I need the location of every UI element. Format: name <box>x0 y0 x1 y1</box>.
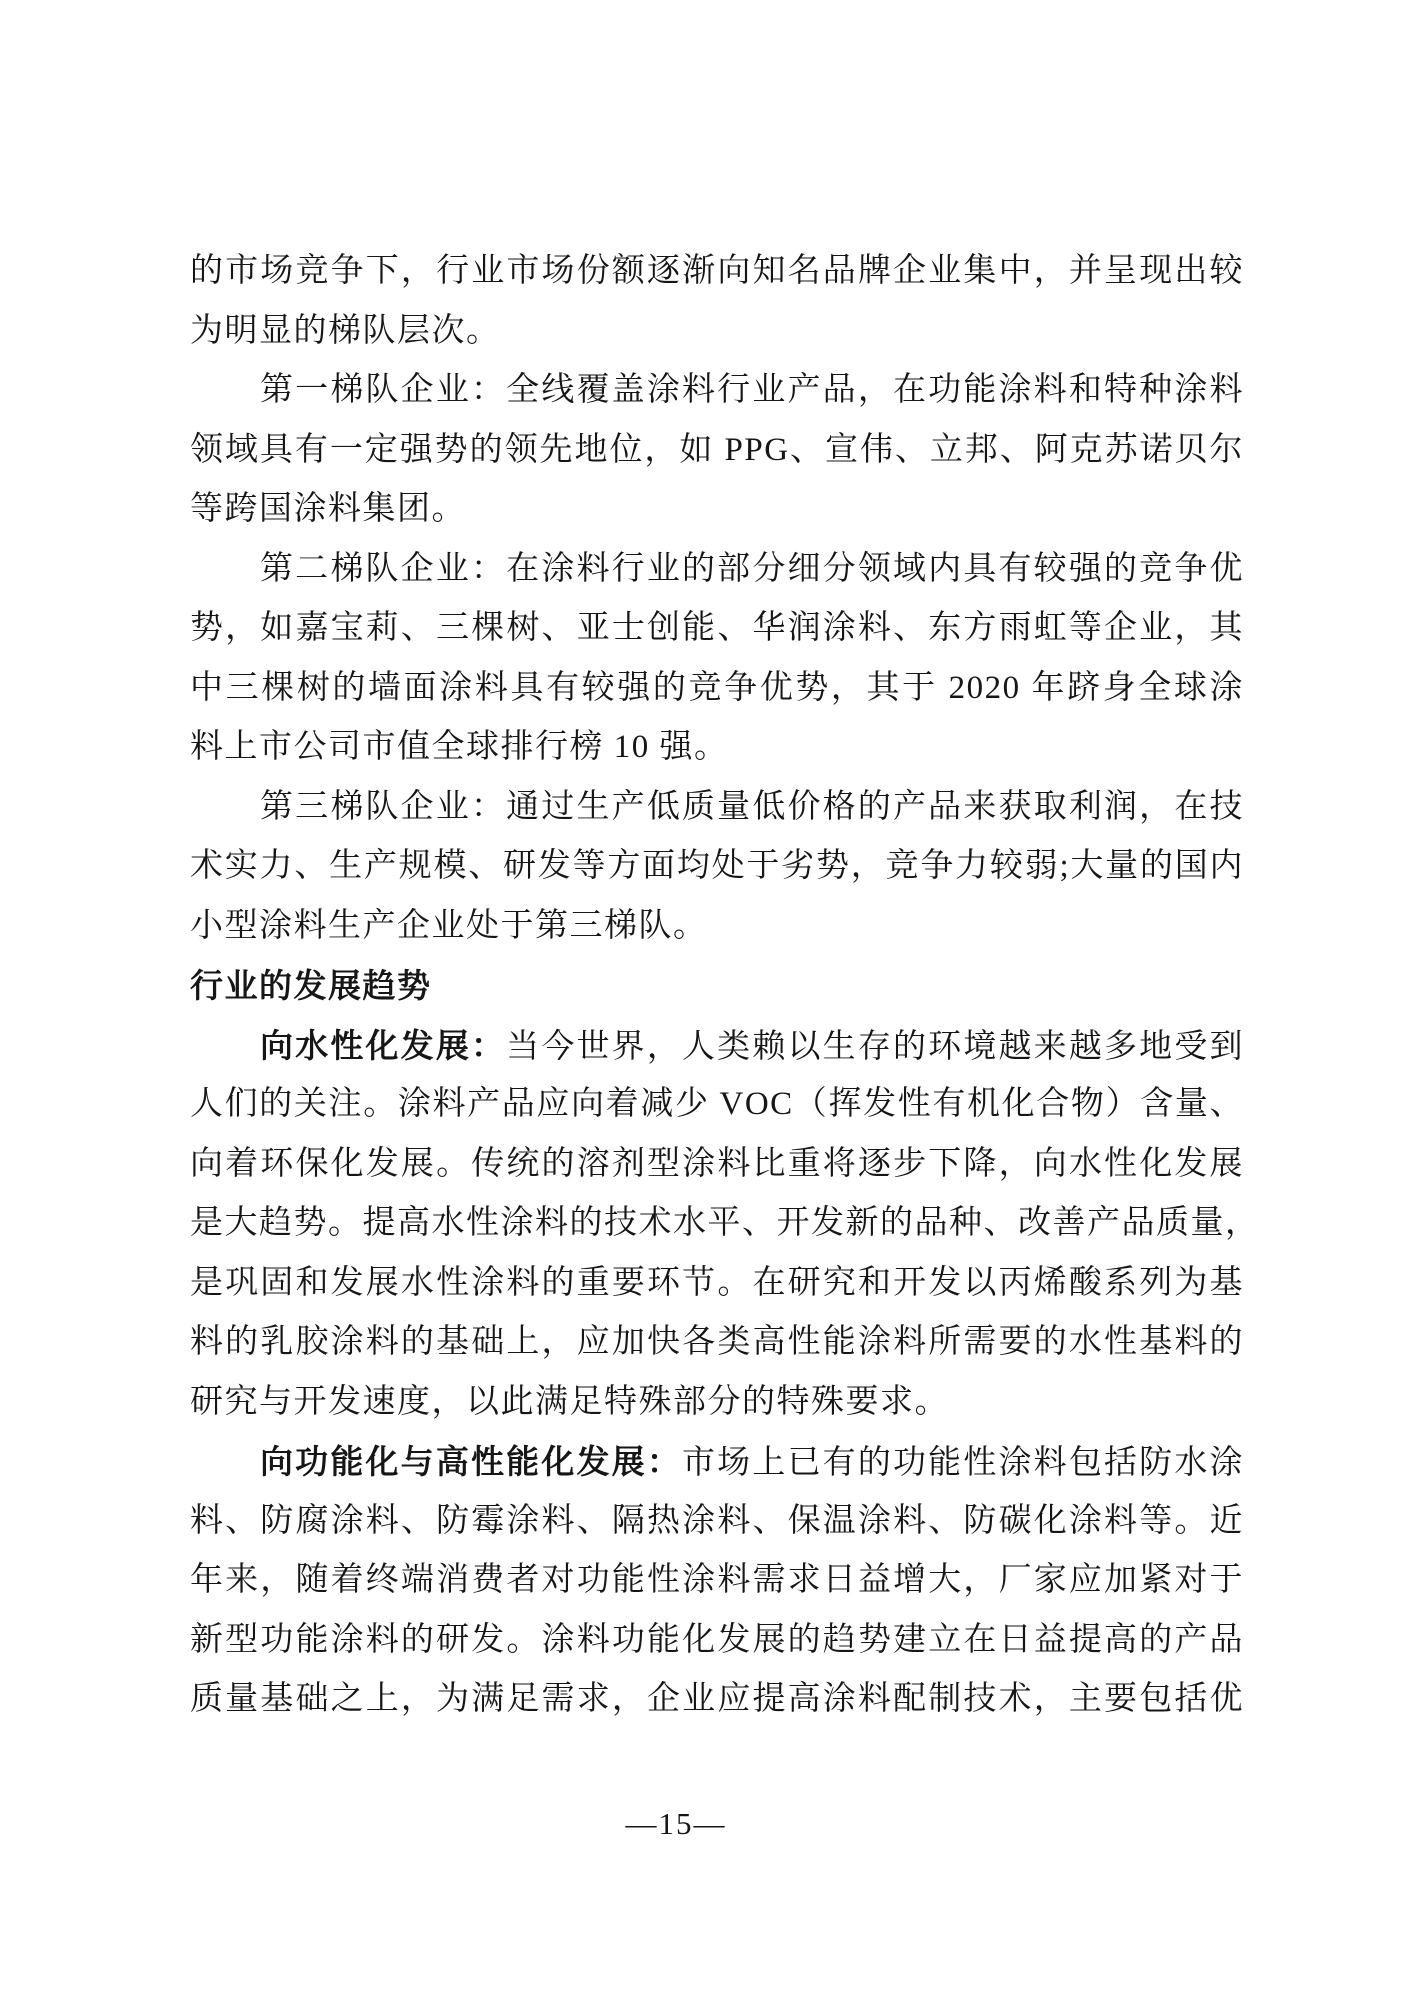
text-segment: 为明显的梯队层次。 <box>190 312 501 349</box>
text-line <box>190 897 1244 957</box>
text-segment: 势，如嘉宝莉、三棵树、亚士创能、华润涂料、东方雨虹等企业，其 <box>190 610 1244 646</box>
text-line <box>190 599 1244 659</box>
text-line <box>190 659 1244 719</box>
text-block <box>190 242 1260 1730</box>
text-segment: 等跨国涂料集团。 <box>190 491 466 527</box>
text-segment: 年来，随着终端消费者对功能性涂料需求日益增大，厂家应加紧对于 <box>190 1562 1244 1598</box>
text-line <box>190 1373 1244 1433</box>
text-line <box>190 1313 1244 1373</box>
text-line <box>190 1551 1244 1611</box>
text-segment: 人们的关注。涂料产品应向着减少 VOC（挥发性有机化合物）含量、 <box>190 1086 1244 1122</box>
text-line <box>190 242 1244 302</box>
text-segment: 质量基础之上，为满足需求，企业应提高涂料配制技术，主要包括优 <box>190 1681 1244 1717</box>
text-line <box>190 1075 1244 1135</box>
text-segment: 向着环保化发展。传统的溶剂型涂料比重将逐步下降，向水性化发展 <box>190 1145 1244 1182</box>
page-number: —15— <box>625 1806 727 1841</box>
bold-text-segment: 行业的发展趋势 <box>190 967 432 1004</box>
text-segment: 的市场竞争下，行业市场份额逐渐向知名品牌企业集中，并呈现出较 <box>190 253 1244 289</box>
text-line <box>190 778 1244 838</box>
text-line <box>190 302 1244 362</box>
text-segment: 是大趋势。提高水性涂料的技术水平、开发新的品种、改善产品质量， <box>190 1205 1260 1241</box>
text-segment: 是巩固和发展水性涂料的重要环节。在研究和开发以丙烯酸系列为基 <box>190 1264 1244 1301</box>
text-line <box>190 540 1244 600</box>
text-segment: 第三梯队企业：通过生产低质量低价格的产品来获取利润，在技 <box>260 788 1244 825</box>
text-line <box>190 1016 1244 1076</box>
text-line <box>190 361 1244 421</box>
text-segment: 当今世界，人类赖以生存的环境越来越多地受到 <box>506 1028 1245 1065</box>
text-segment: 第二梯队企业：在涂料行业的部分细分领域内具有较强的竞争优 <box>260 550 1244 587</box>
text-line <box>190 1611 1244 1671</box>
text-segment: 新型功能涂料的研发。涂料功能化发展的趋势建立在日益提高的产品 <box>190 1621 1244 1658</box>
text-line <box>190 1670 1244 1730</box>
text-segment: 料的乳胶涂料的基础上，应加快各类高性能涂料所需要的水性基料的 <box>190 1324 1244 1360</box>
text-line <box>190 837 1244 897</box>
bold-text-segment: 向功能化与高性能化发展： <box>260 1443 682 1480</box>
text-line <box>190 1194 1260 1254</box>
text-line <box>190 1432 1244 1492</box>
text-segment: 第一梯队企业：全线覆盖涂料行业产品，在功能涂料和特种涂料 <box>260 372 1244 408</box>
section-heading <box>190 956 1244 1016</box>
text-segment: 术实力、生产规模、研发等方面均处于劣势，竞争力较弱;大量的国内 <box>190 848 1244 884</box>
text-line <box>190 718 1244 778</box>
text-segment: 中三棵树的墙面涂料具有较强的竞争优势，其于 2020 年跻身全球涂 <box>190 669 1244 706</box>
text-line <box>190 1135 1244 1195</box>
text-segment: 领域具有一定强势的领先地位，如 PPG、宣伟、立邦、阿克苏诺贝尔 <box>190 431 1244 468</box>
text-segment: 研究与开发速度，以此满足特殊部分的特殊要求。 <box>190 1383 949 1420</box>
bold-text-segment: 向水性化发展： <box>260 1026 507 1064</box>
text-segment: 料、防腐涂料、防霉涂料、隔热涂料、保温涂料、防碳化涂料等。近 <box>190 1502 1244 1539</box>
text-line <box>190 1254 1244 1314</box>
text-line <box>190 480 1244 540</box>
text-segment: 小型涂料生产企业处于第三梯队。 <box>190 907 708 944</box>
text-line <box>190 1492 1244 1552</box>
text-line <box>190 421 1244 481</box>
text-segment: 料上市公司市值全球排行榜 10 强。 <box>190 729 729 765</box>
text-segment: 市场上已有的功能性涂料包括防水涂 <box>682 1445 1245 1481</box>
